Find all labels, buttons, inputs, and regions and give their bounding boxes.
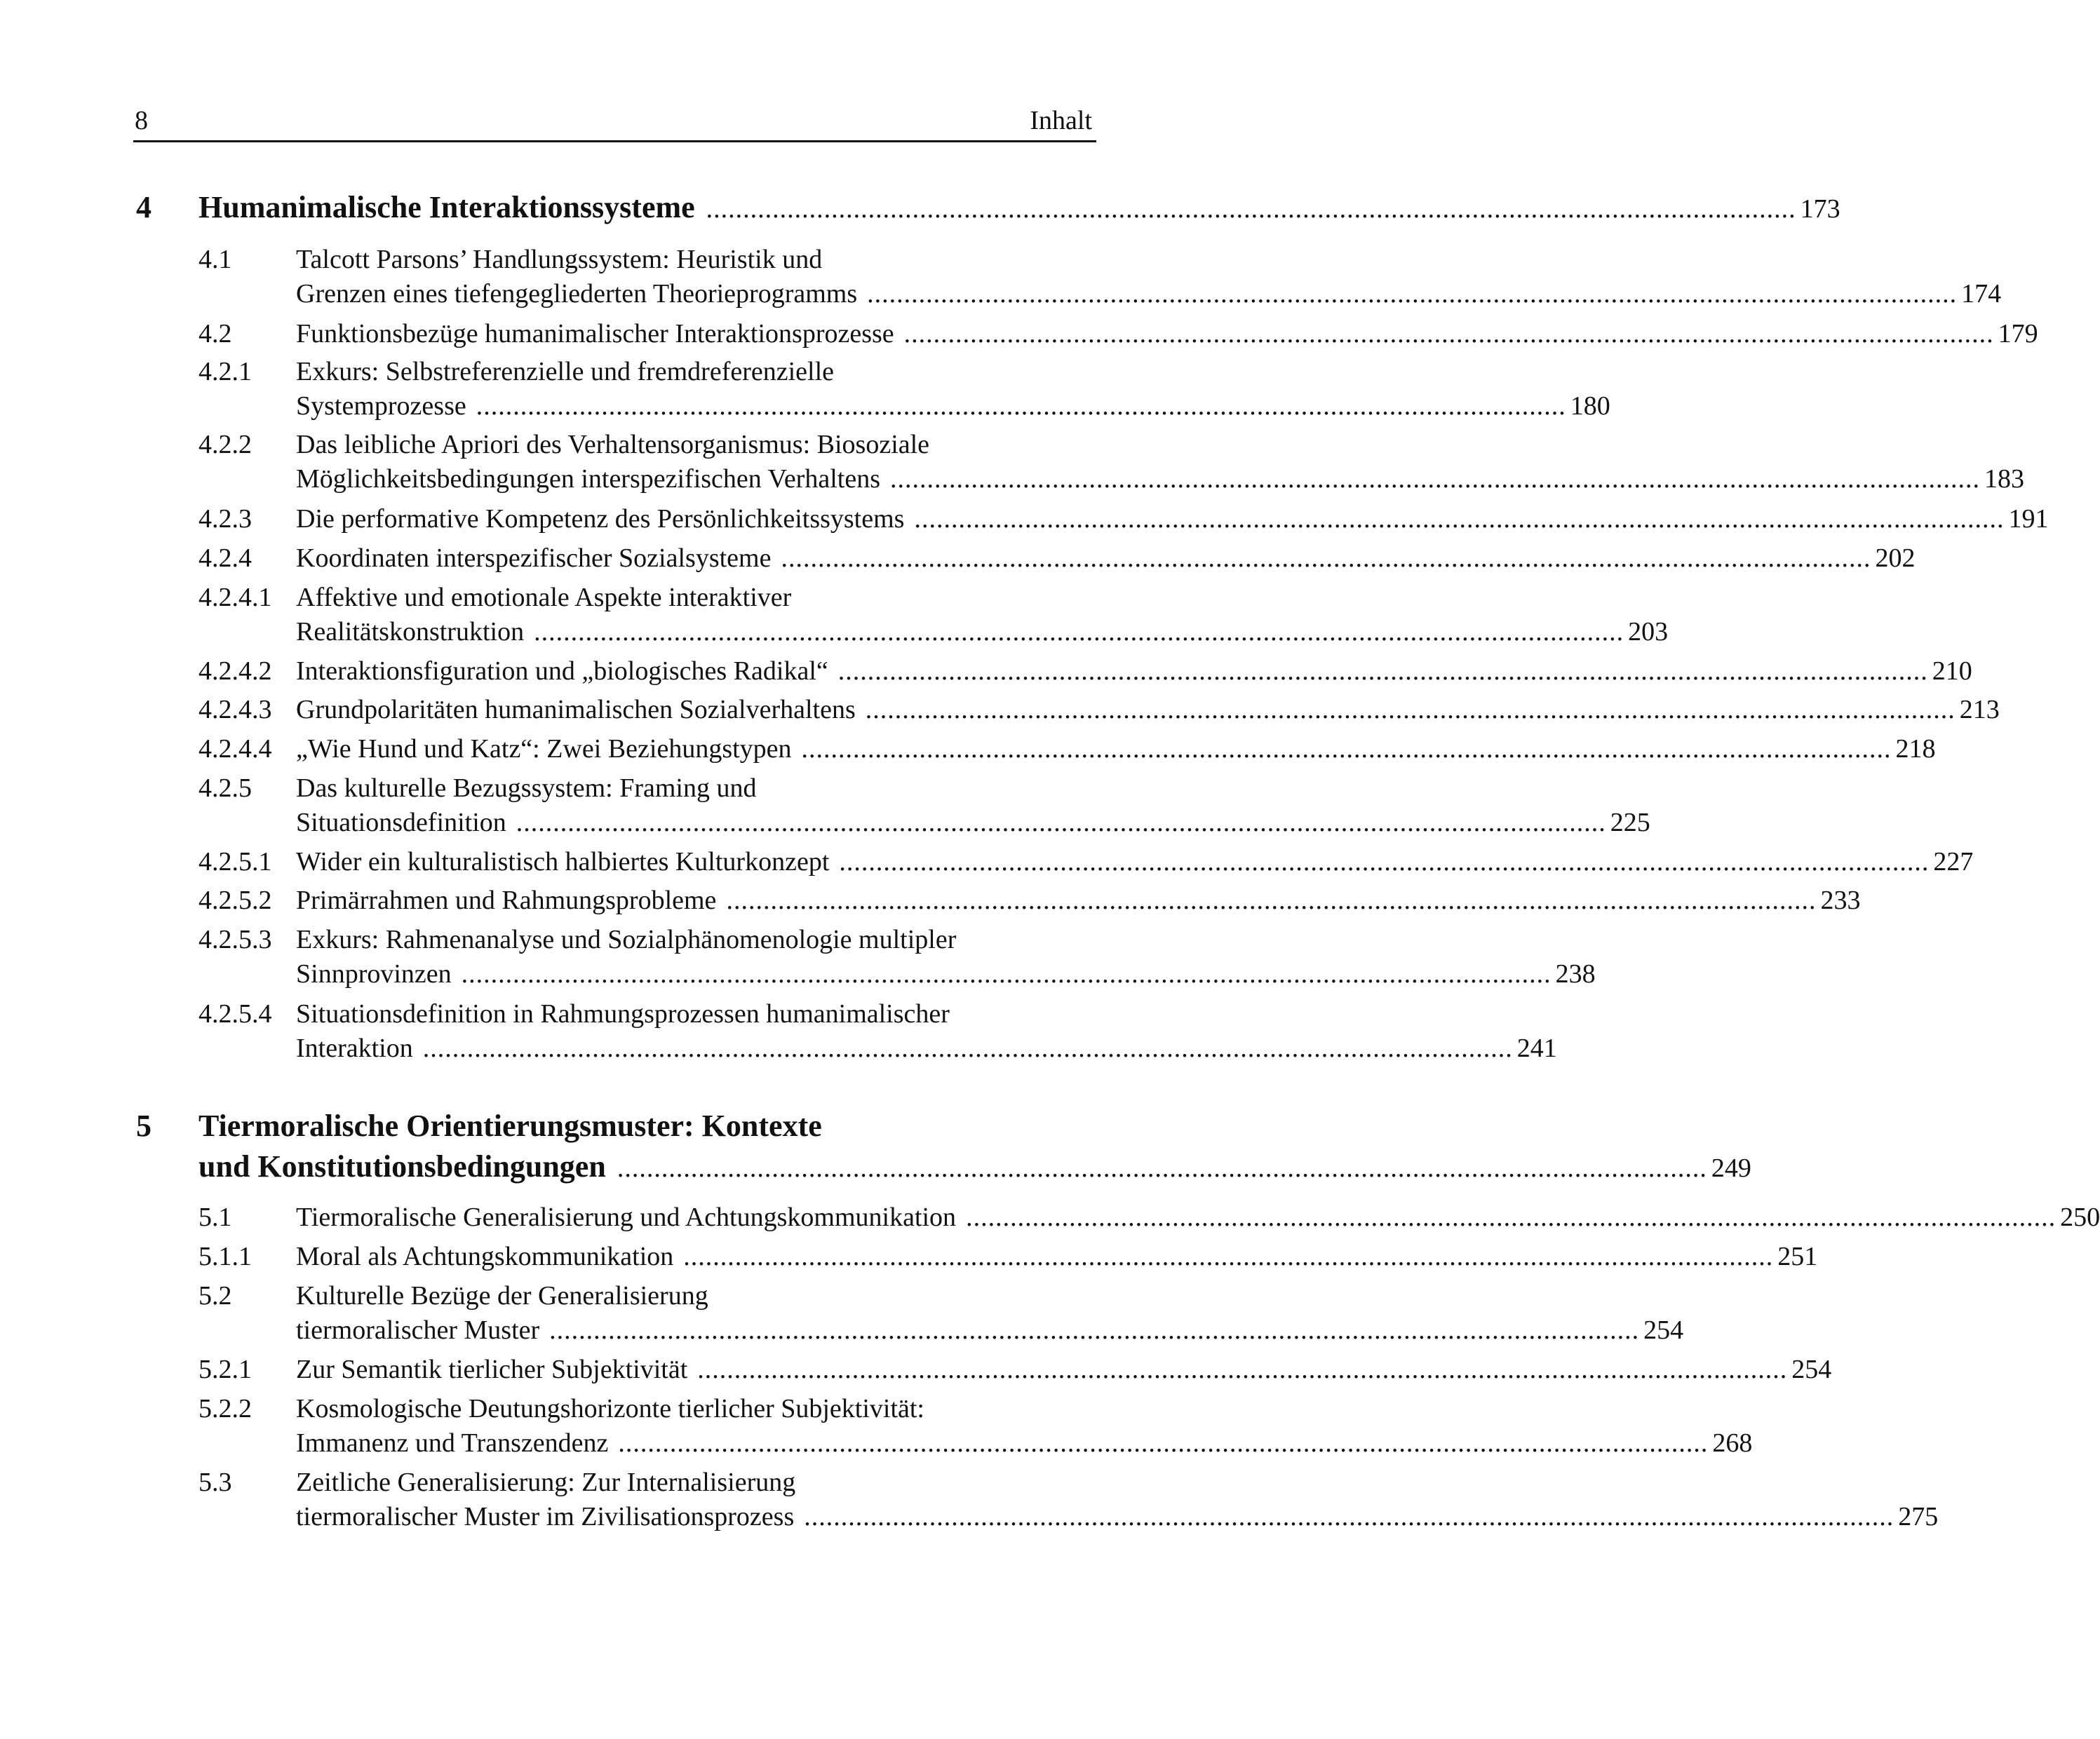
- entry-title: Möglichkeitsbedingungen interspezifischen Verhaltens: [296, 464, 880, 494]
- chapter-number: 4: [136, 190, 152, 224]
- entry-title: Primärrahmen und Rahmungsprobleme: [296, 886, 717, 915]
- entry-title: Grundpolaritäten humanimalischen Sozialverhaltens: [296, 695, 856, 724]
- entry-page: 183: [1984, 464, 2024, 494]
- entry-number: 4.2.5.2: [198, 886, 272, 915]
- entry-title: Die performative Kompetenz des Persönlichkeitssystems: [296, 504, 905, 534]
- entry-title: Interaktionsfiguration und „biologisches Radikal“: [296, 656, 828, 686]
- entry-page: 179: [1998, 319, 2038, 349]
- entry-number: 4.2.3: [198, 504, 252, 534]
- entry-title: Exkurs: Rahmenanalyse und Sozialphänomenologie multipler: [296, 925, 957, 954]
- leader-dots: ....................................................................................................................................................: [966, 1203, 2057, 1232]
- entry-page: 275: [1898, 1502, 1939, 1531]
- leader-dots: ....................................................................................................................................................: [534, 617, 1624, 647]
- entry-page: 241: [1516, 1034, 1557, 1063]
- page-header: [133, 104, 1096, 142]
- chapter-title: und Konstitutionsbedingungen: [198, 1149, 606, 1184]
- entry-title: Funktionsbezüge humanimalischer Interaktionsprozesse: [296, 319, 894, 349]
- entry-title: Zur Semantik tierlicher Subjektivität: [296, 1355, 688, 1384]
- chapter-page: 249: [1711, 1153, 1751, 1183]
- entry-title: tiermoralischer Muster: [296, 1315, 540, 1345]
- entry-number: 4.2.4.1: [198, 583, 272, 612]
- entry-title: Wider ein kulturalistisch halbiertes Kulturkonzept: [296, 847, 830, 877]
- leader-dots: ....................................................................................................................................................: [617, 1153, 1707, 1183]
- entry-page: 251: [1777, 1242, 1818, 1271]
- entry-page: 233: [1820, 886, 1861, 915]
- leader-dots: ....................................................................................................................................................: [476, 391, 1566, 421]
- chapter-title: Humanimalische Interaktionssysteme: [198, 190, 695, 224]
- leader-dots: ....................................................................................................................................................: [781, 543, 1871, 573]
- entry-number: 4.2.2: [198, 430, 252, 459]
- leader-dots: ....................................................................................................................................................: [867, 279, 1958, 309]
- leader-dots: ....................................................................................................................................................: [839, 847, 1930, 877]
- leader-dots: ....................................................................................................................................................: [461, 959, 1552, 989]
- entry-page: 254: [1791, 1355, 1832, 1384]
- entry-title: Exkurs: Selbstreferenzielle und fremdreferenzielle: [296, 357, 835, 386]
- entry-number: 4.2.4.4: [198, 734, 272, 764]
- leader-dots: ....................................................................................................................................................: [804, 1502, 1894, 1531]
- entry-page: 250: [2060, 1203, 2100, 1232]
- entry-page: 254: [1643, 1315, 1684, 1345]
- entry-page: 202: [1875, 543, 1916, 573]
- entry-title: Interaktion: [296, 1034, 413, 1063]
- entry-title: Talcott Parsons’ Handlungssystem: Heuristik und: [296, 245, 823, 274]
- entry-title: Systemprozesse: [296, 391, 466, 421]
- entry-page: 225: [1610, 808, 1650, 837]
- toc-chapter[interactable]: [133, 189, 1840, 231]
- entry-page: 203: [1628, 617, 1669, 647]
- entry-number: 4.2.5: [198, 773, 252, 803]
- entry-page: 227: [1933, 847, 1974, 877]
- entry-number: 4.2.5.1: [198, 847, 272, 877]
- leader-dots: ....................................................................................................................................................: [889, 464, 1980, 494]
- entry-title: Moral als Achtungskommunikation: [296, 1242, 674, 1271]
- running-head: Inhalt: [1030, 106, 1092, 135]
- leader-dots: ....................................................................................................................................................: [618, 1428, 1709, 1458]
- entry-title: Realitätskonstruktion: [296, 617, 525, 647]
- entry-number: 4.2.1: [198, 357, 252, 386]
- entry-page: 213: [1959, 695, 2000, 724]
- entry-number: 5.1: [198, 1203, 232, 1232]
- entry-number: 5.1.1: [198, 1242, 252, 1271]
- leader-dots: ....................................................................................................................................................: [706, 194, 1796, 224]
- entry-page: 210: [1932, 656, 1972, 686]
- entry-title: Affektive und emotionale Aspekte interaktiver: [296, 583, 792, 612]
- entry-page: 180: [1570, 391, 1610, 421]
- leader-dots: ....................................................................................................................................................: [726, 886, 1817, 915]
- leader-dots: ....................................................................................................................................................: [422, 1034, 1513, 1063]
- entry-title: Zeitliche Generalisierung: Zur Internalisierung: [296, 1468, 796, 1497]
- entry-page: 268: [1712, 1428, 1753, 1458]
- chapter-page: 173: [1800, 194, 1840, 224]
- entry-title: Das leibliche Apriori des Verhaltensorganismus: Biosoziale: [296, 430, 930, 459]
- entry-title: Situationsdefinition: [296, 808, 506, 837]
- leader-dots: ....................................................................................................................................................: [683, 1242, 1774, 1271]
- entry-title: Grenzen eines tiefengegliederten Theorieprogramms: [296, 279, 858, 309]
- page-number: 8: [135, 106, 148, 135]
- leader-dots: ....................................................................................................................................................: [801, 734, 1892, 764]
- entry-title: Koordinaten interspezifischer Sozialsysteme: [296, 543, 772, 573]
- leader-dots: ....................................................................................................................................................: [549, 1315, 1640, 1345]
- toc-chapter[interactable]: [133, 1108, 1751, 1192]
- entry-number: 4.2.5.4: [198, 999, 272, 1029]
- entry-title: Kosmologische Deutungshorizonte tierlicher Subjektivität:: [296, 1394, 924, 1423]
- entry-title: Tiermoralische Generalisierung und Achtungskommunikation: [296, 1203, 957, 1232]
- entry-title: Das kulturelle Bezugssystem: Framing und: [296, 773, 757, 803]
- entry-number: 4.2.4.3: [198, 695, 272, 724]
- entry-page: 238: [1555, 959, 1596, 989]
- entry-number: 4.2.4.2: [198, 656, 272, 686]
- leader-dots: ....................................................................................................................................................: [914, 504, 2005, 534]
- entry-page: 218: [1895, 734, 1936, 764]
- entry-number: 4.2.4: [198, 543, 252, 573]
- leader-dots: ....................................................................................................................................................: [697, 1355, 1788, 1384]
- entry-page: 174: [1961, 279, 2002, 309]
- entry-number: 5.2.2: [198, 1394, 252, 1423]
- entry-title: tiermoralischer Muster im Zivilisationsprozess: [296, 1502, 795, 1531]
- chapter-title: Tiermoralische Orientierungsmuster: Kontexte: [198, 1109, 822, 1143]
- chapter-number: 5: [136, 1109, 152, 1143]
- entry-number: 4.2.5.3: [198, 925, 272, 954]
- entry-number: 5.3: [198, 1468, 232, 1497]
- entry-number: 5.2: [198, 1281, 232, 1311]
- entry-title: „Wie Hund und Katz“: Zwei Beziehungstypen: [296, 734, 792, 764]
- leader-dots: ....................................................................................................................................................: [903, 319, 1994, 349]
- entry-number: 4.2: [198, 319, 232, 349]
- leader-dots: ....................................................................................................................................................: [837, 656, 1928, 686]
- entry-number: 4.1: [198, 245, 232, 274]
- entry-title: Immanenz und Transzendenz: [296, 1428, 609, 1458]
- entry-number: 5.2.1: [198, 1355, 252, 1384]
- leader-dots: ....................................................................................................................................................: [865, 695, 1956, 724]
- entry-title: Situationsdefinition in Rahmungsprozessen humanimalischer: [296, 999, 950, 1029]
- entry-title: Kulturelle Bezüge der Generalisierung: [296, 1281, 708, 1311]
- entry-page: 191: [2008, 504, 2049, 534]
- leader-dots: ....................................................................................................................................................: [516, 808, 1606, 837]
- entry-title: Sinnprovinzen: [296, 959, 452, 989]
